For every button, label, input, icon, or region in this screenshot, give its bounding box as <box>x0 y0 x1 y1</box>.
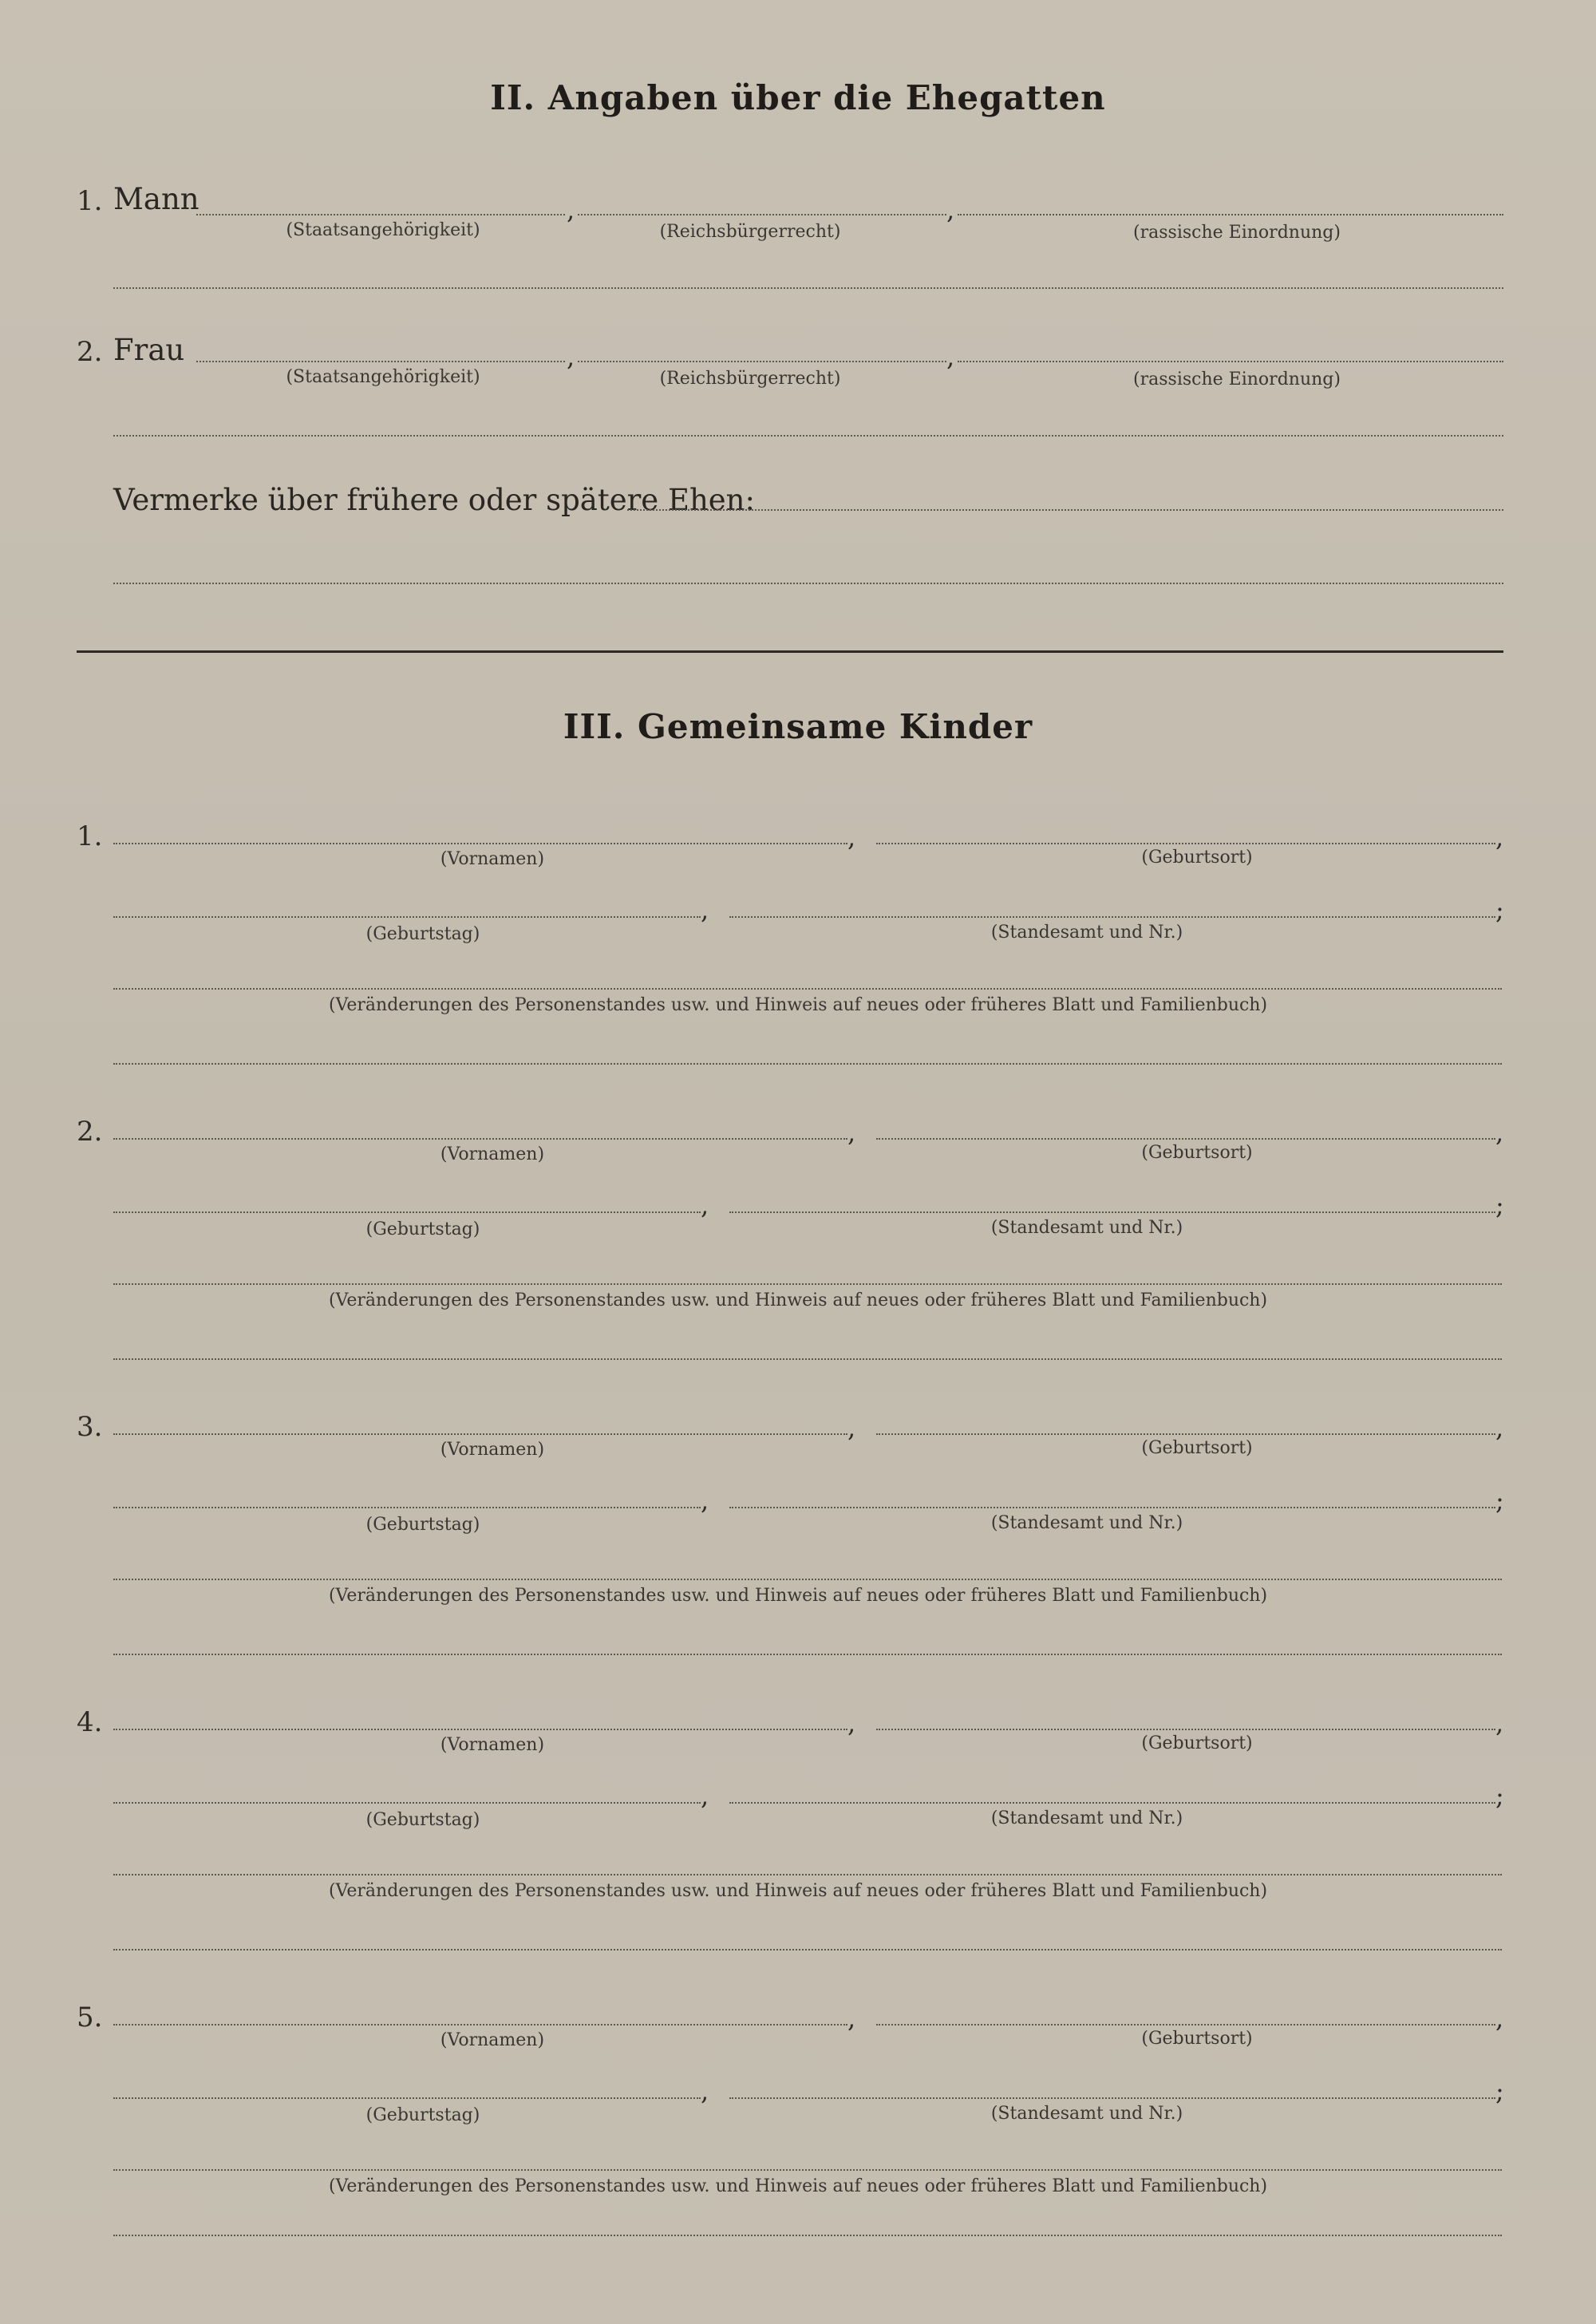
child-2-given-names-caption: (Vornamen) <box>440 1144 545 1164</box>
section-divider <box>77 650 1503 653</box>
comma: , <box>701 1485 709 1516</box>
child-3-changes-line-2[interactable] <box>113 1654 1502 1655</box>
child-1-birthplace-caption: (Geburtsort) <box>1141 848 1253 868</box>
child-4-birthplace-caption: (Geburtsort) <box>1141 1733 1253 1753</box>
man-racial-field[interactable] <box>958 214 1503 215</box>
child-1-registry-field[interactable] <box>729 916 1495 918</box>
child-3-birthday-field[interactable] <box>113 1507 701 1508</box>
child-4-changes-caption: (Veränderungen des Personenstandes usw. und Hinweis auf neues oder früheres Blatt und Familienbuch) <box>328 1881 1268 1901</box>
child-5-given-names-caption: (Vornamen) <box>440 2030 545 2050</box>
child-5-registry-caption: (Standesamt und Nr.) <box>990 2104 1183 2124</box>
child-3-registry-field[interactable] <box>729 1507 1495 1508</box>
man-citizenship-caption: (Staatsangehörigkeit) <box>286 220 480 240</box>
child-1-registry-caption: (Standesamt und Nr.) <box>990 923 1183 943</box>
comma: , <box>946 342 955 372</box>
comma: , <box>567 342 575 372</box>
semicolon: ; <box>1495 1485 1504 1516</box>
comma: , <box>1495 822 1504 852</box>
man-reich-citizenship-caption: (Reichsbürgerrecht) <box>659 222 841 242</box>
marriages-note-line-2[interactable] <box>113 583 1503 584</box>
comma: , <box>1495 1708 1504 1738</box>
child-2-changes-line-2[interactable] <box>113 1358 1502 1360</box>
man-number: 1. <box>77 185 103 217</box>
section-title-spouses: II. Angaben über die Ehegatten <box>490 78 1106 117</box>
child-1-changes-line-2[interactable] <box>113 1063 1502 1065</box>
woman-citizenship-field[interactable] <box>196 361 565 362</box>
comma: , <box>1495 2003 1504 2034</box>
comma: , <box>1495 1117 1504 1148</box>
woman-extra-line[interactable] <box>113 435 1503 437</box>
child-5-birthplace-field[interactable] <box>876 2024 1495 2026</box>
comma: , <box>847 1117 856 1148</box>
child-1-birthplace-field[interactable] <box>876 843 1495 844</box>
woman-citizenship-caption: (Staatsangehörigkeit) <box>286 367 480 387</box>
semicolon: ; <box>1495 2076 1504 2106</box>
child-3-given-names-caption: (Vornamen) <box>440 1440 545 1460</box>
child-2-birthday-caption: (Geburtstag) <box>365 1219 480 1239</box>
child-5-birthday-field[interactable] <box>113 2097 701 2099</box>
child-4-given-names-caption: (Vornamen) <box>440 1735 545 1755</box>
comma: , <box>847 2003 856 2034</box>
comma: , <box>701 1190 709 1220</box>
child-5-given-names-field[interactable] <box>113 2024 847 2026</box>
woman-racial-field[interactable] <box>958 361 1503 362</box>
comma: , <box>847 1413 856 1443</box>
child-3-changes-field[interactable] <box>113 1579 1502 1580</box>
child-4-number: 4. <box>77 1706 103 1738</box>
child-5-birthplace-caption: (Geburtsort) <box>1141 2029 1253 2049</box>
child-3-birthplace-field[interactable] <box>876 1433 1495 1435</box>
child-3-given-names-field[interactable] <box>113 1433 847 1435</box>
marriages-note-field[interactable] <box>627 509 1503 511</box>
child-1-birthday-caption: (Geburtstag) <box>365 924 480 944</box>
child-1-given-names-caption: (Vornamen) <box>440 849 545 869</box>
child-3-number: 3. <box>77 1411 103 1443</box>
child-1-changes-field[interactable] <box>113 988 1502 990</box>
child-2-changes-caption: (Veränderungen des Personenstandes usw. und Hinweis auf neues oder früheres Blatt und Familienbuch) <box>328 1290 1268 1310</box>
child-1-number: 1. <box>77 820 103 852</box>
child-4-registry-field[interactable] <box>729 1802 1495 1804</box>
comma: , <box>567 195 575 225</box>
child-5-changes-field[interactable] <box>113 2169 1502 2171</box>
child-5-number: 5. <box>77 2002 103 2034</box>
child-5-changes-caption: (Veränderungen des Personenstandes usw. und Hinweis auf neues oder früheres Blatt und Familienbuch) <box>328 2176 1268 2196</box>
marriages-note-label: Vermerke über frühere oder spätere Ehen: <box>113 483 755 517</box>
woman-label: Frau <box>113 333 185 367</box>
child-4-birthday-field[interactable] <box>113 1802 701 1804</box>
comma: , <box>847 1708 856 1738</box>
child-4-birthplace-field[interactable] <box>876 1729 1495 1730</box>
child-4-changes-line-2[interactable] <box>113 1949 1502 1951</box>
child-2-birthday-field[interactable] <box>113 1211 701 1213</box>
child-5-changes-line-2[interactable] <box>113 2235 1502 2236</box>
woman-reich-citizenship-caption: (Reichsbürgerrecht) <box>659 369 841 389</box>
child-4-changes-field[interactable] <box>113 1874 1502 1875</box>
child-5-registry-field[interactable] <box>729 2097 1495 2099</box>
child-2-registry-field[interactable] <box>729 1211 1495 1213</box>
child-2-birthplace-caption: (Geburtsort) <box>1141 1143 1253 1163</box>
child-2-birthplace-field[interactable] <box>876 1138 1495 1140</box>
semicolon: ; <box>1495 1781 1504 1811</box>
comma: , <box>847 822 856 852</box>
child-1-changes-caption: (Veränderungen des Personenstandes usw. und Hinweis auf neues oder früheres Blatt und Familienbuch) <box>328 995 1268 1015</box>
child-4-registry-caption: (Standesamt und Nr.) <box>990 1808 1183 1828</box>
comma: , <box>701 1781 709 1811</box>
child-5-birthday-caption: (Geburtstag) <box>365 2105 480 2125</box>
child-2-registry-caption: (Standesamt und Nr.) <box>990 1218 1183 1238</box>
woman-racial-caption: (rassische Einordnung) <box>1133 370 1341 389</box>
child-3-birthday-caption: (Geburtstag) <box>365 1515 480 1535</box>
comma: , <box>1495 1413 1504 1443</box>
comma: , <box>946 195 955 225</box>
semicolon: ; <box>1495 895 1504 925</box>
man-reich-citizenship-field[interactable] <box>578 214 946 215</box>
child-1-birthday-field[interactable] <box>113 916 701 918</box>
child-2-number: 2. <box>77 1116 103 1148</box>
child-4-birthday-caption: (Geburtstag) <box>365 1810 480 1830</box>
semicolon: ; <box>1495 1190 1504 1220</box>
child-3-changes-caption: (Veränderungen des Personenstandes usw. und Hinweis auf neues oder früheres Blatt und Familienbuch) <box>328 1586 1268 1606</box>
child-1-given-names-field[interactable] <box>113 843 847 844</box>
comma: , <box>701 2076 709 2106</box>
comma: , <box>701 895 709 925</box>
man-label: Mann <box>113 182 200 216</box>
child-4-given-names-field[interactable] <box>113 1729 847 1730</box>
section-title-children: III. Gemeinsame Kinder <box>563 707 1033 746</box>
man-racial-caption: (rassische Einordnung) <box>1133 223 1341 243</box>
woman-number: 2. <box>77 336 103 368</box>
child-3-birthplace-caption: (Geburtsort) <box>1141 1438 1253 1458</box>
man-citizenship-field[interactable] <box>196 214 565 215</box>
child-2-given-names-field[interactable] <box>113 1138 847 1140</box>
man-extra-line[interactable] <box>113 287 1503 289</box>
woman-reich-citizenship-field[interactable] <box>578 361 946 362</box>
child-3-registry-caption: (Standesamt und Nr.) <box>990 1513 1183 1533</box>
child-2-changes-field[interactable] <box>113 1283 1502 1285</box>
